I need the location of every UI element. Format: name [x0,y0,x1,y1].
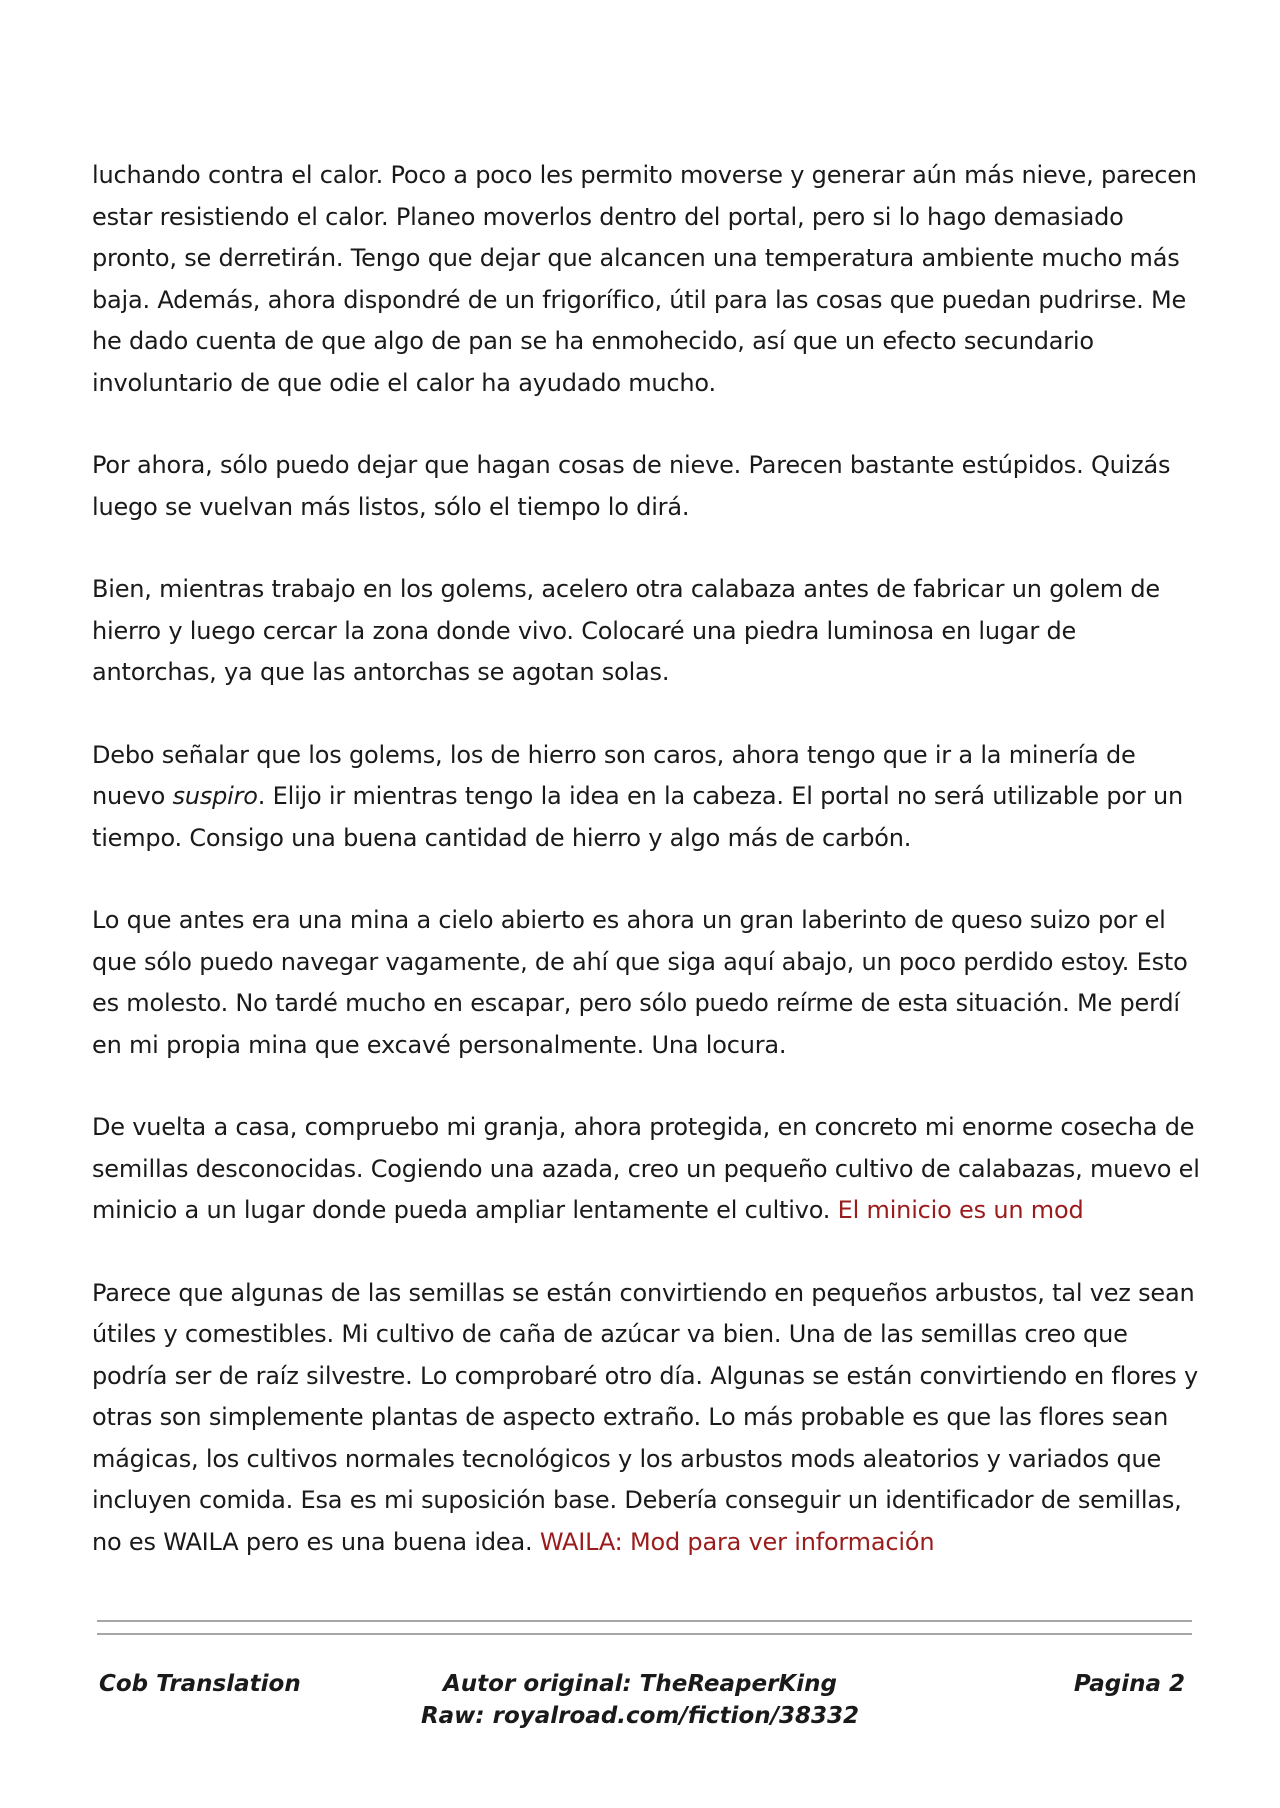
page-number: Pagina 2 [1073,1671,1185,1697]
paragraph [92,1107,1202,1232]
translator-note: El minicio es un mod [837,1196,1084,1224]
footer-translator: Cob Translation [99,1671,301,1697]
footer-divider-top [97,1620,1192,1622]
body-text [92,155,1202,1604]
paragraph-text: Por ahora, sólo puedo dejar que hagan cosas de nieve. Parecen bastante estúpidos. Quizás luego se vuelvan más listos, sólo el tiempo lo dirá. [92,451,1171,521]
italic-emphasis: suspiro [172,782,258,810]
paragraph [92,735,1202,860]
paragraph [92,445,1202,528]
footer-credits [390,1668,890,1732]
paragraph-text: . Elijo ir mientras tengo la idea en la cabeza. El portal no será utilizable por un tiempo. Consigo una buena cantidad de hierro y algo más de carbón. [92,782,1183,852]
paragraph [92,155,1202,404]
paragraph-text: Debo señalar que los golems, los de hierro son caros, ahora tengo que ir a la minería de nuevo [92,740,1136,810]
paragraph-text: Parece que algunas de las semillas se están convirtiendo en pequeños arbustos, tal vez sean útiles y comestibles. Mi cultivo de caña de azúcar va bien. Una de las semillas creo que podría ser de raíz silvestre. Lo comprobaré otro día. Algunas se están convirtiendo en flores y otras son simplemente plantas de aspecto extraño. Lo más probable es que las flores sean mágicas, los cultivos normales tecnológicos y los arbustos mods aleatorios y variados que incluyen comida. Esa es mi suposición base. Debería conseguir un identificador de semillas, no es WAILA pero es una buena idea. [92,1278,1199,1556]
paragraph [92,1273,1202,1564]
footer-divider-bottom [97,1633,1192,1635]
paragraph [92,569,1202,694]
paragraph-text: Lo que antes era una mina a cielo abierto es ahora un gran laberinto de queso suizo por el que sólo puedo navegar vagamente, de ahí que siga aquí abajo, un poco perdido estoy. Esto es molesto. No tardé mucho en escapar, pero sólo puedo reírme de esta situación. Me perdí en mi propia mina que excavé personalmente. Una locura. [92,906,1188,1059]
paragraph-text: De vuelta a casa, compruebo mi granja, ahora protegida, en concreto mi enorme cosecha de semillas desconocidas. Cogiendo una azada, creo un pequeño cultivo de calabazas, muevo el minicio a un lugar donde pueda ampliar lentamente el cultivo. [92,1113,1200,1224]
paragraph [92,900,1202,1066]
footer-raw-source: Raw: royalroad.com/fiction/38332 [420,1703,860,1729]
paragraph-text: Bien, mientras trabajo en los golems, acelero otra calabaza antes de fabricar un golem de hierro y luego cercar la zona donde vivo. Colocaré una piedra luminosa en lugar de antorchas, ya que las antorchas se agotan solas. [92,575,1160,686]
translator-note: WAILA: Mod para ver información [539,1527,935,1556]
footer-author: Autor original: TheReaperKing [443,1671,837,1697]
paragraph-text: luchando contra el calor. Poco a poco les permito moverse y generar aún más nieve, parecen estar resistiendo el calor. Planeo moverlos dentro del portal, pero si lo hago demasiado pronto, se derretirán. Tengo que dejar que alcancen una temperatura ambiente mucho más baja. Además, ahora dispondré de un frigorífico, útil para las cosas que puedan pudrirse. Me he dado cuenta de que algo de pan se ha enmohecido, así que un efecto secundario involuntario de que odie el calor ha ayudado mucho. [92,161,1197,397]
